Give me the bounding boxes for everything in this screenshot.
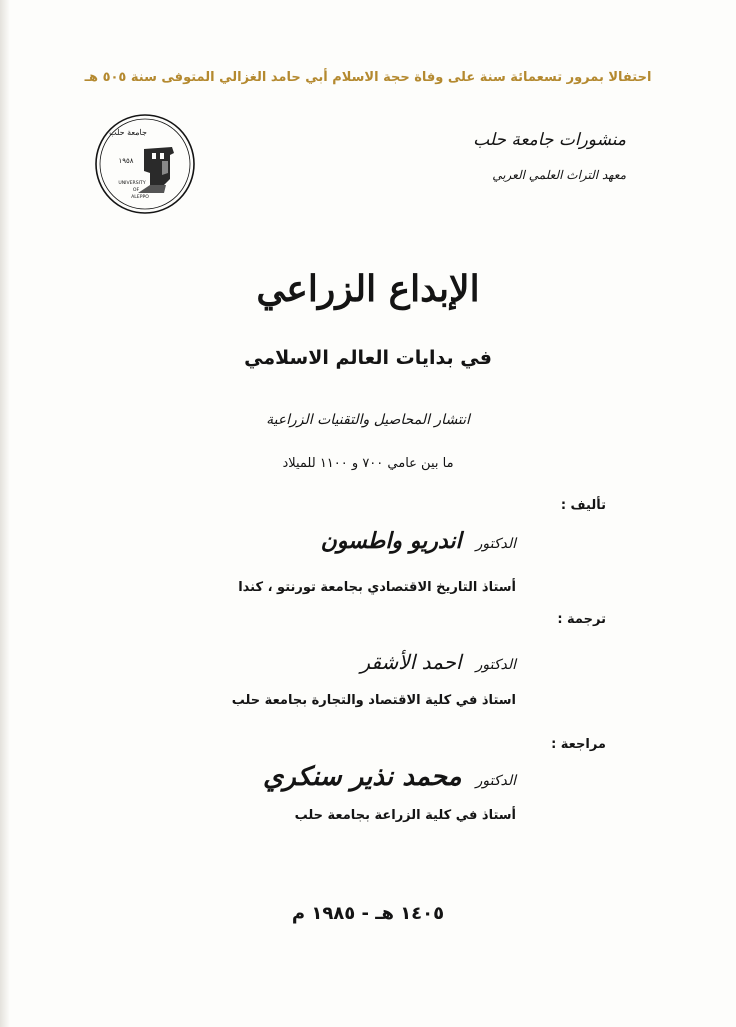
reviewer-role-label: مراجعة : xyxy=(551,737,606,752)
citadel-icon xyxy=(138,147,174,193)
translator-role-label: ترجمة : xyxy=(557,612,606,627)
author-role-label: تأليف : xyxy=(560,498,606,513)
reviewer-affiliation: أستاذ في كلية الزراعة بجامعة حلب xyxy=(294,808,516,823)
book-subtitle-secondary: انتشار المحاصيل والتقنيات الزراعية xyxy=(266,412,470,428)
period-line: ما بين عامي ٧٠٠ و ١١٠٠ للميلاد xyxy=(282,456,454,471)
translator-line xyxy=(360,650,516,674)
reviewer-name: محمد نذير سنكري xyxy=(262,762,462,792)
translator-title: الدكتور xyxy=(475,657,516,673)
university-seal-logo xyxy=(94,113,196,215)
author-name: اندريو واطسون xyxy=(320,528,462,554)
reviewer-title: الدكتور xyxy=(475,773,516,789)
author-affiliation: أستاذ التاريخ الاقتصادي بجامعة تورنتو ، كندا xyxy=(238,580,516,595)
translator-affiliation: استاذ في كلية الاقتصاد والتجارة بجامعة حلب xyxy=(231,693,516,708)
book-title: الإبداع الزراعي xyxy=(256,268,480,310)
seal-year: ١٩٥٨ xyxy=(118,157,134,165)
book-subtitle: في بدايات العالم الاسلامي xyxy=(244,347,492,369)
seal-text-university: UNIVERSITY xyxy=(118,181,146,186)
reviewer-line xyxy=(263,762,516,792)
author-title: الدكتور xyxy=(475,536,516,552)
seal-text-aleppo: ALEPPO xyxy=(131,195,149,200)
publisher-institute: معهد التراث العلمي العربي xyxy=(492,168,626,182)
translator-name: احمد الأشقر xyxy=(360,650,462,674)
seal-arabic-name: جامعة حلب xyxy=(109,128,147,137)
seal-text-of: OF xyxy=(132,188,140,193)
publisher-name: منشورات جامعة حلب xyxy=(473,130,626,150)
publisher-block xyxy=(473,130,626,182)
publication-date: ١٤٠٥ هـ - ١٩٨٥ م xyxy=(291,903,445,924)
author-line xyxy=(321,528,516,554)
dedication-line: احتفالا بمرور تسعمائة سنة على وفاة حجة الاسلام أبي حامد الغزالي المتوفى سنة ٥٠٥ هـ xyxy=(84,70,652,85)
